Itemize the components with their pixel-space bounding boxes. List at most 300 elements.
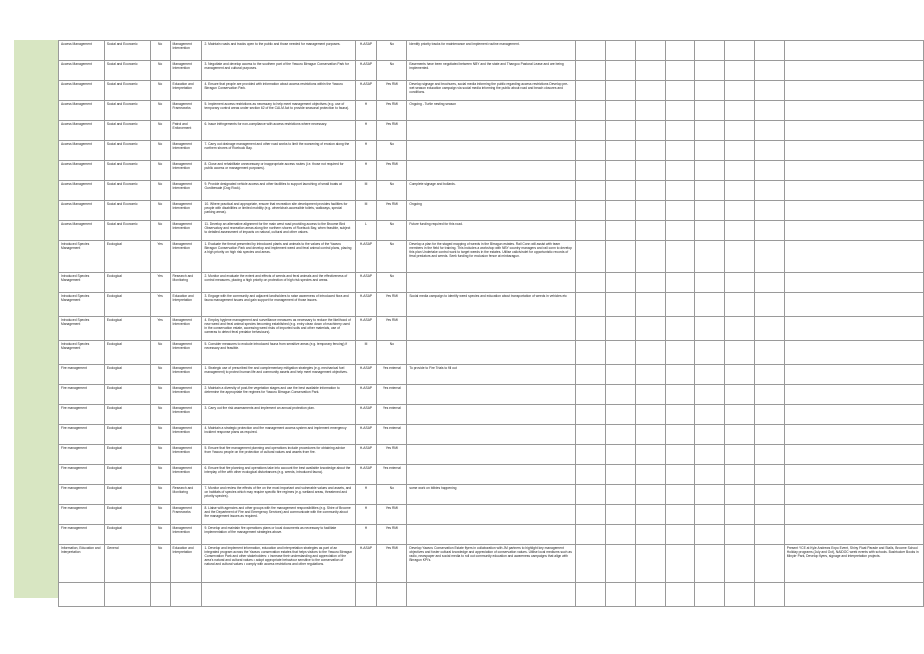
cell-empty: [576, 405, 606, 425]
cell-extra: [784, 161, 923, 181]
cell-empty: [695, 545, 725, 583]
cell-empty: [605, 241, 635, 273]
cell-empty: [635, 317, 665, 341]
table-row: [59, 317, 924, 341]
cell-comments: Develop Yawuru Conservation Estate flyers in collaboration with JM partners to highlight key management objectives and foster cultural knowledge and appreciation of conservation values. Utilise local mediums such as radio, newspaper and social media to roll out community education and awareness campaigns that align with Birragun KPI's.: [407, 545, 576, 583]
cell-comments: Easements have been negotiated between NBY and the state and Thangoo Pastoral Lease and are being implemented.: [407, 61, 576, 81]
cell-empty: [576, 525, 606, 545]
cell-empty: [695, 161, 725, 181]
cell-progress: Yes RMI: [377, 81, 407, 101]
cell-high: No: [150, 141, 170, 161]
cell-empty: [635, 161, 665, 181]
cell-priority: H-ASAP: [355, 61, 377, 81]
cell-empty: [605, 465, 635, 485]
cell-high: No: [150, 505, 170, 525]
cell-empty: [695, 405, 725, 425]
cell-empty: [754, 41, 784, 61]
cell-comments: [407, 273, 576, 293]
cell-empty: [695, 445, 725, 465]
cell-comments: Ongoing: [407, 201, 576, 221]
cell-issue: Fire management: [59, 365, 105, 385]
cell-empty: [695, 121, 725, 141]
cell-empty: [665, 41, 695, 61]
cell-empty: [605, 385, 635, 405]
cell-empty: [695, 525, 725, 545]
cell-action: 4. Employ hygiene management and surveillance measures as necessary to reduce the likelihood of new weed and feral animal species becoming established (e.g. entry clean down of machinery used in the conservation estate, accessing weed risks of imported soils and other materials, use of cameras to detect feral predator behaviours).: [202, 317, 355, 341]
cell-empty: [605, 505, 635, 525]
cell-empty: [576, 425, 606, 445]
cell-comments: [407, 161, 576, 181]
cell-type: Education and Interpretation: [170, 545, 202, 583]
cell-issue: Access Management: [59, 221, 105, 241]
cell-value: Social and Economic: [104, 41, 150, 61]
cell-progress: No: [377, 141, 407, 161]
cell-empty: [576, 485, 606, 505]
cell-empty: [725, 545, 755, 583]
table-row: [59, 425, 924, 445]
cell-empty: [576, 445, 606, 465]
cell-action: 1. Develop and implement information, education and interpretation strategies as part of an integrated program across the Yawuru conservation estates that helps visitors to the Yawuru Birragun Conservation Park and other stakeholders: • increase their understanding and appreciation of the area's natural and cultural values • adopt appropriate behaviour sensitive to the conservation of natural and cultural values • comply with access restrictions and other regulations.: [202, 545, 355, 583]
cell-high: No: [150, 201, 170, 221]
table-row: [59, 505, 924, 525]
cell-action: 8. Liaise with agencies and other groups with fire management responsibilities (e.g. Shire of Broome and the Department of Fire and Emergency Services) and communicate with the community about fire management issues as required.: [202, 505, 355, 525]
cell-value: Ecological: [104, 425, 150, 445]
cell-action: 7. Carry out drainage management and other road works to limit the worsening of erosion along the northern shores of Roebuck Bay.: [202, 141, 355, 161]
cell-type: Management Intervention: [170, 241, 202, 273]
cell-issue: Access Management: [59, 61, 105, 81]
cell-comments: [407, 141, 576, 161]
cell-empty: [576, 505, 606, 525]
cell-progress: No: [377, 273, 407, 293]
cell-empty: [605, 101, 635, 121]
cell-comments: Future funding required for this road.: [407, 221, 576, 241]
cell-empty: [695, 41, 725, 61]
cell-empty: [635, 241, 665, 273]
cell-empty: [635, 365, 665, 385]
cell-extra: Present YCE at Kyle Andrews Expo Event, Shiny Float Parade and Stalls, Broome School Holiday programs (July and Oct), NAIDOC week events with schools. Bushtucker Books in Minyirr Park, Develop flyers, signage and interpretation projects.: [784, 545, 923, 583]
cell-empty: [695, 317, 725, 341]
cell-progress: Yes external: [377, 365, 407, 385]
cell-empty: [754, 61, 784, 81]
cell-empty: [635, 41, 665, 61]
cell-action: 10. Where practical and appropriate, ensure that recreation site development provides facilities for people with disabilities or limited mobility (e.g. wheelchair-accessible toilets, walkways, special parking areas).: [202, 201, 355, 221]
cell-type: Management Intervention: [170, 221, 202, 241]
cell-high: No: [150, 41, 170, 61]
cell-comments: Develop a plan for the staged mapping of weeds in the Birragun estates. Rail Conn will assist with team members in the field for training. This includes a workshop with NBY country managers and rail conn to develop this plan Undertake control work to target weeds in the estates. Utilise calicivirulet for opportunistic records of feral predators and weeds. Seek funding for exclusion fence at minbaragun.: [407, 241, 576, 273]
cell-empty: [665, 445, 695, 465]
cell-empty: [665, 61, 695, 81]
cell-empty: [754, 81, 784, 101]
cell-high: No: [150, 385, 170, 405]
cell-empty: [665, 545, 695, 583]
cell-issue: Introduced Species Management: [59, 273, 105, 293]
cell-empty: [635, 465, 665, 485]
cell-empty: [605, 445, 635, 465]
cell-empty: [725, 61, 755, 81]
cell-value: Ecological: [104, 525, 150, 545]
cell-empty: [635, 545, 665, 583]
cell-empty: [605, 341, 635, 365]
cell-issue: Fire management: [59, 445, 105, 465]
cell-action: 11. Develop an alternative alignment for the main west road providing access to the Broome Bird Observatory and recreation areas along the northern shores of Roebuck Bay, when feasible, subject to detailed assessment of impacts on natural, cultural and other values.: [202, 221, 355, 241]
cell-action: 6. Issue infringements for non-compliance with access restrictions where necessary.: [202, 121, 355, 141]
cell-empty: [576, 365, 606, 385]
cell-value: Social and Economic: [104, 201, 150, 221]
cell-empty: [665, 525, 695, 545]
cell-empty: [695, 241, 725, 273]
cell-empty: [665, 241, 695, 273]
cell-high: No: [150, 525, 170, 545]
cell-issue: Access Management: [59, 41, 105, 61]
cell-high: No: [150, 365, 170, 385]
cell-empty: [576, 341, 606, 365]
cell-empty: [576, 465, 606, 485]
cell-high: No: [150, 485, 170, 505]
cell-extra: [784, 425, 923, 445]
cell-empty: [635, 181, 665, 201]
cell-progress: No: [377, 241, 407, 273]
cell-empty: [665, 425, 695, 445]
cell-empty: [665, 365, 695, 385]
cell-empty: [576, 41, 606, 61]
cell-empty: [725, 525, 755, 545]
cell-empty: [725, 385, 755, 405]
cell-type: Management Intervention: [170, 41, 202, 61]
table-row: [59, 445, 924, 465]
cell-empty: [605, 181, 635, 201]
cell-priority: L: [355, 221, 377, 241]
cell-issue: Access Management: [59, 201, 105, 221]
cell-empty: [635, 445, 665, 465]
cell-progress: Yes RMI: [377, 545, 407, 583]
cell-type: Management Intervention: [170, 161, 202, 181]
cell-comments: [407, 465, 576, 485]
cell-action: 6. Ensure that fire planning and operations take into account the best available knowledge about the interplay of fire with other ecological disturbances (e.g. weeds, introduced fauna).: [202, 465, 355, 485]
cell-empty: [695, 141, 725, 161]
cell-empty: [725, 465, 755, 485]
cell-empty: [635, 341, 665, 365]
cell-empty: [754, 241, 784, 273]
cell-type: Research and Monitoring: [170, 485, 202, 505]
cell-priority: H-ASAP: [355, 445, 377, 465]
cell-progress: [377, 583, 407, 607]
cell-empty: [576, 81, 606, 101]
cell-empty: [754, 525, 784, 545]
cell-comments: Develop signage and brochures, social media informing the public regarding access restrictions Develop pre-wet season education campaign via social media informing the public about road and beach closures and conditions.: [407, 81, 576, 101]
cell-empty: [725, 293, 755, 317]
cell-action: 4. Ensure that people are provided with information about access restrictions within the Yawuru Birragun Conservation Park.: [202, 81, 355, 101]
cell-empty: [754, 385, 784, 405]
cell-extra: [784, 341, 923, 365]
cell-extra: [784, 201, 923, 221]
cell-extra: [784, 61, 923, 81]
cell-action: 1. Evaluate the threat presented by introduced plants and animals to the values of the Yawuru Birragun Conservation Park and develop and implement weed and feral animal control plans, placing a high priority on high risk species and areas.: [202, 241, 355, 273]
cell-empty: [605, 525, 635, 545]
cell-progress: Yes RMI: [377, 101, 407, 121]
cell-empty: [635, 221, 665, 241]
cell-action: 2. Monitor and evaluate the extent and effects of weeds and feral animals and the effectiveness of control measures, placing a high priority on protection of high risk species and areas.: [202, 273, 355, 293]
cell-empty: [725, 505, 755, 525]
cell-extra: [784, 241, 923, 273]
cell-type: Management Intervention: [170, 405, 202, 425]
cell-empty: [754, 293, 784, 317]
cell-progress: Yes RMI: [377, 121, 407, 141]
cell-empty: [665, 181, 695, 201]
cell-extra: [784, 505, 923, 525]
cell-progress: Yes external: [377, 405, 407, 425]
cell-empty: [665, 505, 695, 525]
cell-empty: [576, 293, 606, 317]
cell-empty: [754, 317, 784, 341]
cell-empty: [605, 583, 635, 607]
cell-issue: Fire management: [59, 465, 105, 485]
cell-comments: Identify priority tracks for maintenance and implement routine management.: [407, 41, 576, 61]
cell-empty: [695, 61, 725, 81]
cell-empty: [754, 505, 784, 525]
cell-value: Social and Economic: [104, 161, 150, 181]
cell-priority: H: [355, 525, 377, 545]
cell-comments: [407, 583, 576, 607]
cell-extra: [784, 81, 923, 101]
cell-type: Management Intervention: [170, 317, 202, 341]
cell-action: [202, 583, 355, 607]
cell-value: Ecological: [104, 317, 150, 341]
cell-empty: [576, 161, 606, 181]
cell-priority: H-ASAP: [355, 545, 377, 583]
cell-high: Yes: [150, 293, 170, 317]
cell-empty: [576, 545, 606, 583]
cell-issue: Access Management: [59, 181, 105, 201]
cell-empty: [695, 505, 725, 525]
table-row: [59, 485, 924, 505]
cell-action: 5. Implement access restrictions as necessary to help meet management objectives (e.g. use of temporary control areas under section 62 of the CALM Act to provide seasonal protection to fauna).: [202, 101, 355, 121]
cell-empty: [695, 365, 725, 385]
cell-empty: [576, 201, 606, 221]
cell-empty: [754, 101, 784, 121]
cell-value: Social and Economic: [104, 121, 150, 141]
cell-priority: M: [355, 341, 377, 365]
cell-extra: [784, 41, 923, 61]
cell-empty: [665, 141, 695, 161]
cell-extra: [784, 121, 923, 141]
cell-high: No: [150, 81, 170, 101]
cell-empty: [754, 583, 784, 607]
table-row: [59, 583, 924, 607]
cell-empty: [576, 273, 606, 293]
cell-type: Management Intervention: [170, 525, 202, 545]
cell-high: No: [150, 465, 170, 485]
cell-comments: [407, 405, 576, 425]
cell-type: Management Intervention: [170, 365, 202, 385]
cell-issue: Access Management: [59, 121, 105, 141]
cell-type: Management Frameworks: [170, 101, 202, 121]
cell-progress: Yes RMI: [377, 201, 407, 221]
cell-high: Yes: [150, 273, 170, 293]
cell-extra: [784, 405, 923, 425]
cell-empty: [635, 201, 665, 221]
cell-action: 1. Strategic use of prescribed fire and complementary mitigation strategies (e.g. mechanical fuel management) to protect human life and community assets and help meet management objectives.: [202, 365, 355, 385]
cell-value: Social and Economic: [104, 181, 150, 201]
cell-type: Research and Monitoring: [170, 273, 202, 293]
cell-issue: Introduced Species Management: [59, 293, 105, 317]
cell-empty: [576, 121, 606, 141]
cell-type: Management Intervention: [170, 141, 202, 161]
cell-empty: [695, 341, 725, 365]
cell-empty: [725, 425, 755, 445]
table-row: [59, 61, 924, 81]
table-row: [59, 385, 924, 405]
cell-empty: [754, 545, 784, 583]
cell-extra: [784, 101, 923, 121]
cell-empty: [576, 101, 606, 121]
cell-empty: [605, 545, 635, 583]
cell-priority: H-ASAP: [355, 293, 377, 317]
cell-priority: H-ASAP: [355, 273, 377, 293]
cell-empty: [605, 425, 635, 445]
cell-empty: [725, 221, 755, 241]
cell-type: Patrol and Enforcement: [170, 121, 202, 141]
cell-action: 5. Consider measures to exclude introduced fauna from sensitive areas (e.g. temporary fencing) if necessary and feasible.: [202, 341, 355, 365]
cell-type: Management Intervention: [170, 201, 202, 221]
cell-high: No: [150, 101, 170, 121]
cell-empty: [695, 181, 725, 201]
cell-empty: [754, 121, 784, 141]
cell-empty: [576, 221, 606, 241]
cell-priority: H: [355, 121, 377, 141]
cell-comments: To provide to Fire Trials to fill out: [407, 365, 576, 385]
table-row: [59, 221, 924, 241]
cell-empty: [695, 425, 725, 445]
cell-empty: [665, 201, 695, 221]
cell-empty: [605, 121, 635, 141]
cell-empty: [695, 101, 725, 121]
cell-value: Social and Economic: [104, 61, 150, 81]
cell-comments: [407, 525, 576, 545]
table-row: [59, 273, 924, 293]
cell-empty: [695, 465, 725, 485]
cell-empty: [725, 41, 755, 61]
cell-priority: H-ASAP: [355, 385, 377, 405]
cell-type: [170, 583, 202, 607]
cell-empty: [605, 317, 635, 341]
cell-priority: H: [355, 101, 377, 121]
cell-comments: [407, 121, 576, 141]
cell-empty: [665, 221, 695, 241]
table-row: [59, 293, 924, 317]
cell-value: Social and Economic: [104, 101, 150, 121]
cell-empty: [605, 201, 635, 221]
cell-action: 3. Carry out fire risk assessments and implement an annual protection plan.: [202, 405, 355, 425]
cell-priority: H-ASAP: [355, 425, 377, 445]
cell-extra: [784, 365, 923, 385]
cell-issue: Introduced Species Management: [59, 241, 105, 273]
cell-value: Social and Economic: [104, 141, 150, 161]
cell-empty: [754, 341, 784, 365]
cell-empty: [576, 141, 606, 161]
cell-progress: Yes external: [377, 425, 407, 445]
table-row: [59, 545, 924, 583]
table-row: [59, 465, 924, 485]
cell-comments: [407, 341, 576, 365]
cell-empty: [754, 365, 784, 385]
cell-empty: [695, 293, 725, 317]
cell-empty: [635, 121, 665, 141]
cell-high: No: [150, 121, 170, 141]
cell-empty: [754, 273, 784, 293]
cell-issue: Fire management: [59, 505, 105, 525]
cell-progress: Yes RMI: [377, 505, 407, 525]
cell-progress: Yes RMI: [377, 293, 407, 317]
cell-empty: [635, 583, 665, 607]
cell-progress: No: [377, 341, 407, 365]
cell-empty: [665, 385, 695, 405]
cell-empty: [605, 161, 635, 181]
cell-empty: [576, 385, 606, 405]
cell-value: Ecological: [104, 241, 150, 273]
cell-comments: [407, 505, 576, 525]
cell-empty: [665, 583, 695, 607]
cell-value: Social and Economic: [104, 221, 150, 241]
cell-empty: [695, 485, 725, 505]
cell-empty: [695, 201, 725, 221]
cell-priority: H-ASAP: [355, 317, 377, 341]
cell-high: No: [150, 61, 170, 81]
cell-empty: [665, 485, 695, 505]
cell-progress: Yes RMI: [377, 525, 407, 545]
cell-empty: [754, 181, 784, 201]
cell-empty: [635, 485, 665, 505]
cell-high: Yes: [150, 241, 170, 273]
cell-empty: [665, 465, 695, 485]
cell-empty: [635, 101, 665, 121]
cell-value: Ecological: [104, 405, 150, 425]
cell-empty: [605, 273, 635, 293]
cell-progress: Yes RMI: [377, 317, 407, 341]
cell-value: Ecological: [104, 365, 150, 385]
table-row: [59, 341, 924, 365]
cell-progress: No: [377, 221, 407, 241]
cell-issue: Fire management: [59, 405, 105, 425]
cell-issue: Fire management: [59, 425, 105, 445]
cell-empty: [725, 121, 755, 141]
cell-empty: [754, 201, 784, 221]
cell-issue: [59, 583, 105, 607]
table-row: [59, 181, 924, 201]
cell-empty: [576, 181, 606, 201]
cell-extra: [784, 445, 923, 465]
cell-high: No: [150, 425, 170, 445]
cell-empty: [754, 141, 784, 161]
cell-empty: [725, 365, 755, 385]
cell-value: Ecological: [104, 273, 150, 293]
cell-priority: H-ASAP: [355, 241, 377, 273]
cell-empty: [695, 221, 725, 241]
cell-progress: Yes external: [377, 465, 407, 485]
cell-empty: [665, 273, 695, 293]
management-actions-table: [58, 40, 924, 607]
cell-extra: [784, 221, 923, 241]
cell-priority: H-ASAP: [355, 41, 377, 61]
cell-empty: [605, 41, 635, 61]
cell-empty: [605, 293, 635, 317]
cell-type: Management Intervention: [170, 445, 202, 465]
cell-high: No: [150, 221, 170, 241]
cell-extra: [784, 525, 923, 545]
cell-value: Ecological: [104, 385, 150, 405]
cell-action: 2. Maintain a diversity of post-fire vegetation stages and use the best available information to determine the appropriate fire regimes for Yawuru Birragun Conservation Park.: [202, 385, 355, 405]
cell-empty: [605, 81, 635, 101]
cell-empty: [725, 583, 755, 607]
